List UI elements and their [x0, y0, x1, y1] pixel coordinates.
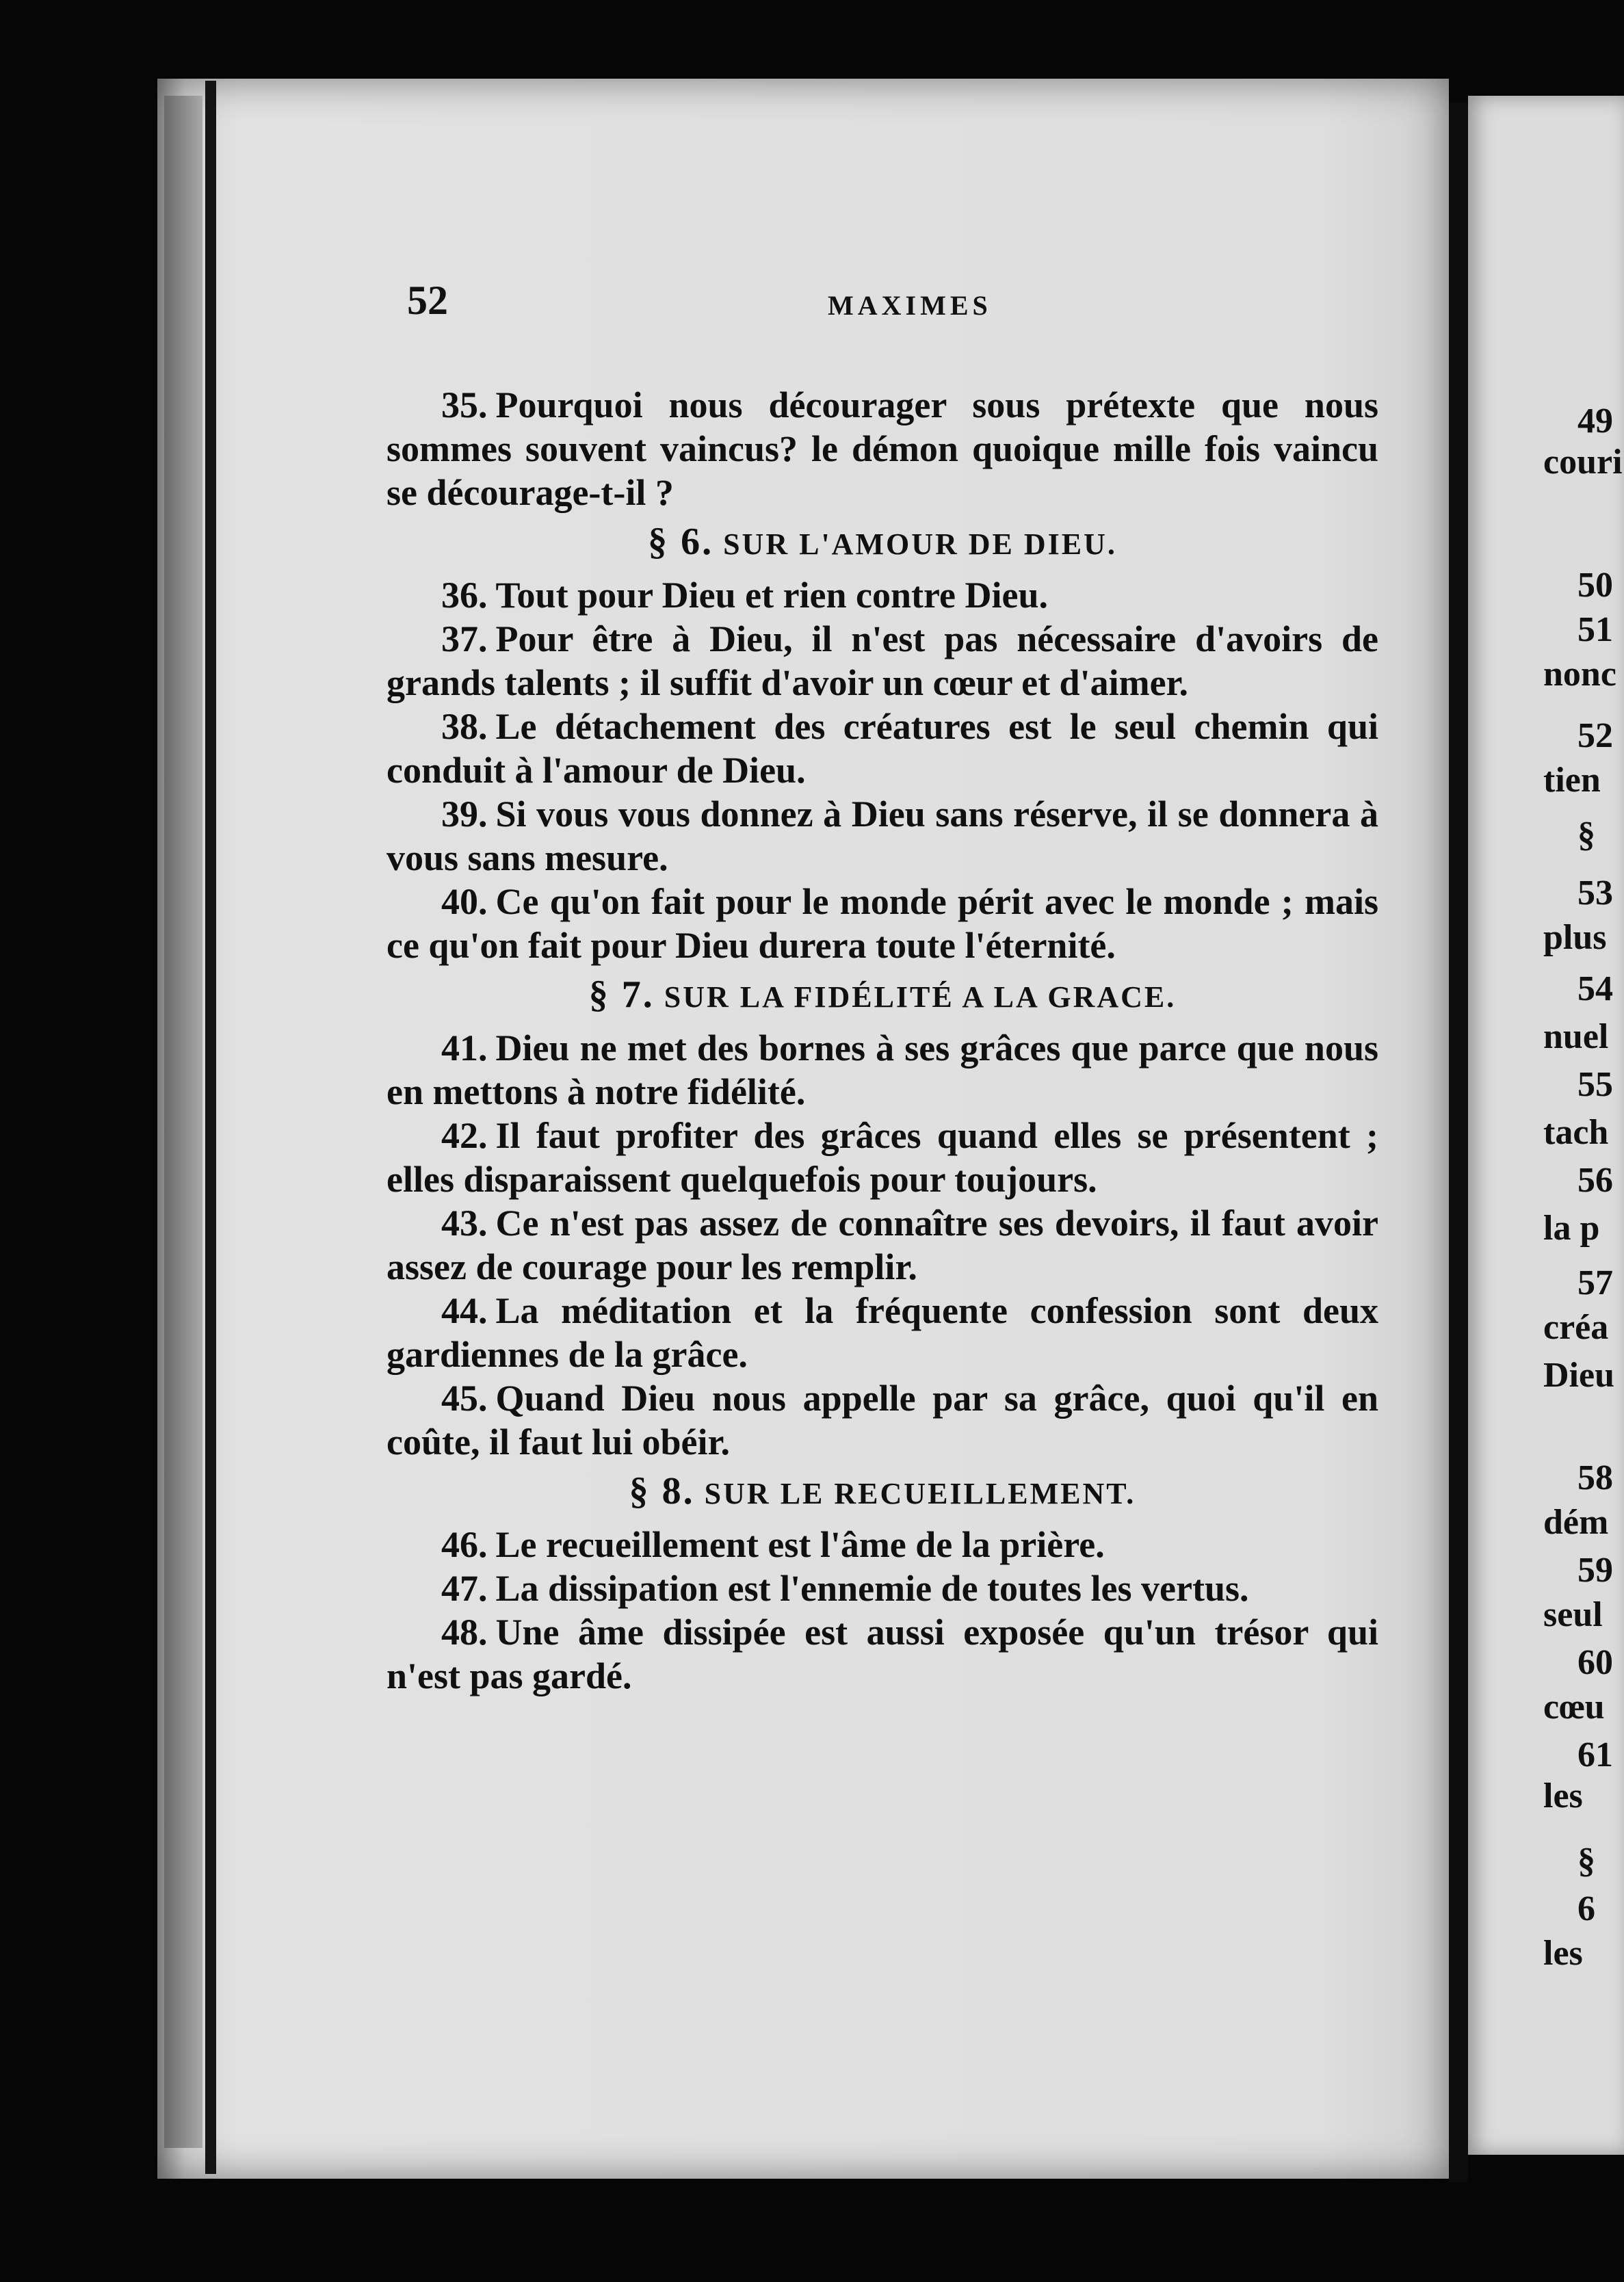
page-body	[387, 383, 1378, 1698]
maxim-text: Pourquoi nous décourager sous prétexte que nous sommes souvent vaincus? le démon quoique mille fois vaincu se décourage-t-il ?	[387, 384, 1378, 513]
maxim-paragraph	[387, 705, 1378, 792]
maxim-paragraph	[387, 1376, 1378, 1464]
facing-page-text: cœu	[1543, 1688, 1605, 1727]
maxim-paragraph	[387, 1114, 1378, 1201]
facing-page-text: plus	[1543, 918, 1607, 957]
facing-page-text: Dieu	[1543, 1356, 1614, 1395]
facing-page-text: 6	[1577, 1889, 1595, 1928]
maxim-text: Quand Dieu nous appelle par sa grâce, quoi qu'il en coûte, il faut lui obéir.	[387, 1378, 1378, 1463]
maxim-paragraph	[387, 1289, 1378, 1376]
section-heading	[387, 1468, 1378, 1517]
maxim-text: Pour être à Dieu, il n'est pas nécessaire d'avoirs de grands talents ; il suffit d'avoir un cœur et d'aimer.	[387, 618, 1378, 703]
maxim-number: 36.	[441, 575, 488, 616]
maxim-paragraph	[387, 1201, 1378, 1289]
facing-page-text: créa	[1543, 1308, 1609, 1347]
maxim-number: 38.	[441, 706, 488, 747]
maxim-paragraph	[387, 573, 1378, 617]
maxim-paragraph	[387, 880, 1378, 967]
facing-page-text: 57	[1577, 1263, 1613, 1302]
maxim-paragraph	[387, 1026, 1378, 1114]
maxim-number: 44.	[441, 1290, 488, 1331]
maxim-number: 46.	[441, 1524, 488, 1565]
maxim-text: Si vous vous donnez à Dieu sans réserve, il se donnera à vous sans mesure.	[387, 794, 1378, 878]
section-title: SUR LA FIDÉLITÉ A LA GRACE.	[664, 980, 1177, 1014]
maxim-text: La méditation et la fréquente confession sont deux gardiennes de la grâce.	[387, 1290, 1378, 1375]
section-heading	[387, 519, 1378, 568]
maxim-paragraph	[387, 1523, 1378, 1566]
maxim-text: Ce qu'on fait pour le monde périt avec le monde ; mais ce qu'on fait pour Dieu durera toute l'éternité.	[387, 881, 1378, 966]
binding-edge	[164, 96, 202, 2148]
facing-page-text: §	[1577, 1841, 1595, 1880]
maxim-number: 47.	[441, 1568, 488, 1609]
facing-page-text: 54	[1577, 969, 1613, 1008]
maxim-paragraph	[387, 383, 1378, 514]
maxim-paragraph	[387, 617, 1378, 705]
maxim-paragraph	[387, 1610, 1378, 1698]
maxim-text: Il faut profiter des grâces quand elles se présentent ; elles disparaissent quelquefois pour toujours.	[387, 1115, 1378, 1200]
maxim-paragraph	[387, 792, 1378, 880]
facing-page-text: 52	[1577, 716, 1613, 755]
facing-page-text: tien	[1543, 761, 1601, 800]
facing-page-text: 49	[1577, 402, 1613, 441]
facing-page-text: 50	[1577, 566, 1613, 605]
facing-page-text: 60	[1577, 1643, 1613, 1682]
page-gutter	[1449, 103, 1468, 2182]
running-title: MAXIMES	[828, 290, 992, 321]
maxim-number: 39.	[441, 794, 488, 835]
maxim-number: 37.	[441, 618, 488, 659]
facing-page-text: nonc	[1543, 655, 1616, 694]
page-margin-line	[205, 81, 216, 2174]
facing-page-text: 58	[1577, 1458, 1613, 1497]
section-number: § 8.	[629, 1470, 695, 1512]
maxim-text: La dissipation est l'ennemie de toutes les vertus.	[495, 1568, 1249, 1609]
facing-page-fragment	[1468, 96, 1624, 2155]
maxim-number: 48.	[441, 1612, 488, 1653]
facing-page-text: nuel	[1543, 1017, 1609, 1056]
facing-page-text: 55	[1577, 1065, 1613, 1104]
facing-page-text: 51	[1577, 610, 1613, 649]
maxim-text: Dieu ne met des bornes à ses grâces que parce que nous en mettons à notre fidélité.	[387, 1027, 1378, 1112]
maxim-text: Ce n'est pas assez de connaître ses devoirs, il faut avoir assez de courage pour les remplir.	[387, 1203, 1378, 1287]
maxim-number: 43.	[441, 1203, 488, 1244]
section-number: § 7.	[588, 973, 655, 1016]
facing-page-text: la p	[1543, 1209, 1600, 1248]
facing-page-text: 59	[1577, 1551, 1613, 1590]
maxim-paragraph	[387, 1566, 1378, 1610]
maxim-number: 35.	[441, 384, 488, 425]
facing-page-text: 53	[1577, 874, 1613, 913]
maxim-text: Tout pour Dieu et rien contre Dieu.	[495, 575, 1048, 616]
maxim-number: 45.	[441, 1378, 488, 1419]
facing-page-text: 61	[1577, 1735, 1613, 1774]
maxim-number: 41.	[441, 1027, 488, 1068]
maxim-text: Le détachement des créatures est le seul chemin qui conduit à l'amour de Dieu.	[387, 706, 1378, 791]
section-title: SUR L'AMOUR DE DIEU.	[723, 527, 1117, 561]
section-heading	[387, 971, 1378, 1021]
maxim-text: Une âme dissipée est aussi exposée qu'un trésor qui n'est pas gardé.	[387, 1612, 1378, 1696]
page-header	[407, 277, 1378, 325]
page-number: 52	[407, 278, 448, 323]
facing-page-text: seul	[1543, 1595, 1603, 1634]
facing-page-text: couri	[1543, 443, 1623, 482]
facing-page-text: tach	[1543, 1113, 1609, 1152]
facing-page-text: dém	[1543, 1503, 1609, 1542]
section-number: § 6.	[648, 521, 714, 563]
maxim-number: 40.	[441, 881, 488, 922]
facing-page-text: les	[1543, 1776, 1583, 1815]
facing-page-text: 56	[1577, 1161, 1613, 1200]
facing-page-text: les	[1543, 1934, 1583, 1973]
facing-page-text: §	[1577, 815, 1595, 854]
maxim-text: Le recueillement est l'âme de la prière.	[495, 1524, 1105, 1565]
maxim-number: 42.	[441, 1115, 488, 1156]
section-title: SUR LE RECUEILLEMENT.	[704, 1477, 1136, 1510]
